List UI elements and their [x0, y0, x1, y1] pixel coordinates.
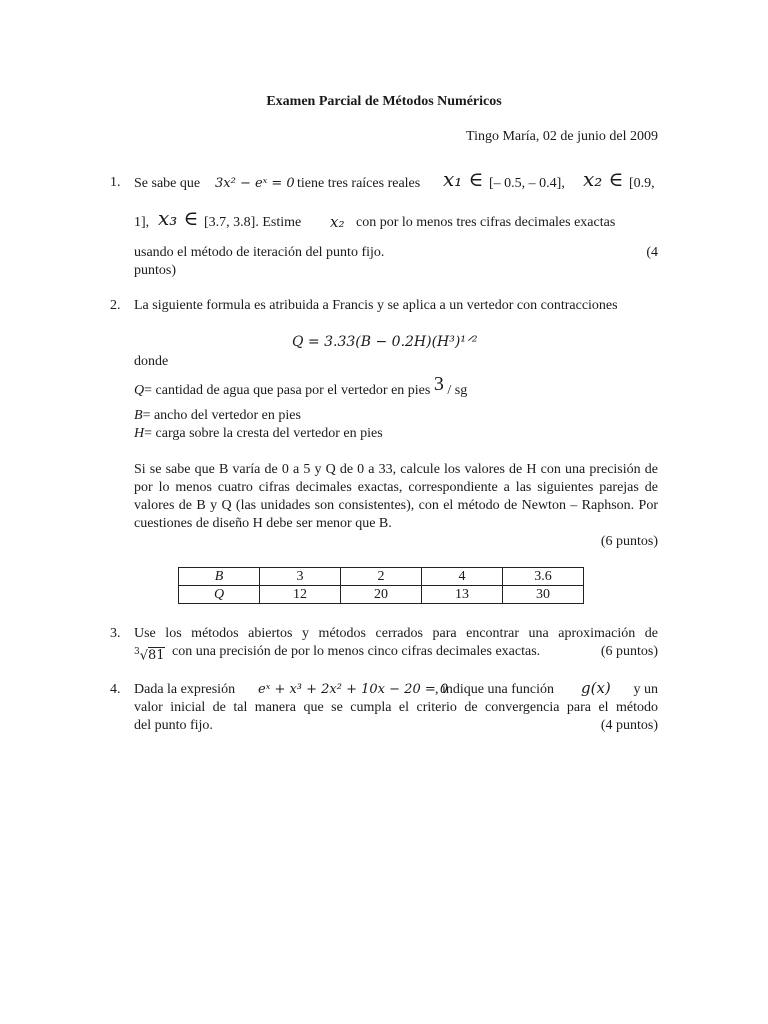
q2-def-q-exponent: 3 [433, 373, 444, 395]
table-cell: 2 [341, 568, 422, 586]
q2-def-b [134, 407, 301, 425]
q2-formula: Q = 3.33(B − 0.2H)(H³)¹ᐟ² [292, 334, 478, 350]
q1-points-b: puntos) [134, 263, 176, 278]
q4-text-3: y un [633, 682, 658, 697]
q3-radical-index: 3 [134, 647, 140, 657]
table-cell: 4 [422, 568, 503, 586]
q1-x2-small: x₂ [330, 213, 345, 231]
question-2 [110, 297, 658, 607]
q3-points: (6 puntos) [600, 644, 658, 659]
q1-text-1: Se sabe que [134, 176, 201, 191]
q4-equation: eˣ + x³ + 2x² + 10x − 20 = 0 [258, 682, 449, 697]
table-cell: 13 [422, 586, 503, 604]
q4-text-1: Dada la expresión [134, 682, 236, 697]
q2-paragraph: Si se sabe que B varía de 0 a 5 y Q de 0 a 33, calcule los valores de H con una precisión de por lo menos cuatro cifras decimales exactas, correspondiente a las siguientes parejas de valores de B y Q (las unidades son consistentes), con el método de Newton – Raphson. Por cuestiones de diseño H debe ser menor que B. [134, 462, 658, 531]
question-4 [110, 681, 658, 741]
q2-def-h [134, 425, 383, 443]
q2-def-q [134, 373, 468, 400]
q1-x3: x₃ ∈ [158, 206, 199, 230]
q2-data-table [178, 567, 584, 604]
table-row [179, 586, 584, 604]
table-cell: 3.6 [503, 568, 584, 586]
q2-def-q-unit: / sg [447, 383, 468, 398]
q2-def-q-var: Q [134, 383, 145, 398]
q4-points: (4 puntos) [600, 718, 658, 733]
question-2-number: 2. [110, 298, 121, 313]
question-3 [110, 625, 658, 665]
q2-intro: La siguiente formula es atribuida a Francis y se aplica a un vertedor con contracciones [134, 298, 618, 313]
table-cell: 20 [341, 586, 422, 604]
q1-points-a: (4 [646, 245, 658, 260]
table-cell: 3 [260, 568, 341, 586]
exam-title: Examen Parcial de Métodos Numéricos [266, 94, 502, 109]
table-cell: 12 [260, 586, 341, 604]
table-row [179, 568, 584, 586]
q4-text-4: valor inicial de tal manera que se cumpla el criterio de convergencia para el método [134, 700, 658, 715]
q1-text-4: con por lo menos tres cifras decimales exactas [356, 215, 616, 230]
q4-text-5: del punto fijo. [134, 718, 213, 733]
table-cell: Q [179, 586, 260, 604]
q1-equation: 3x² − eˣ = 0 [215, 176, 295, 191]
q1-text-5: usando el método de iteración del punto fijo. [134, 245, 385, 260]
exam-date: Tingo María, 02 de junio del 2009 [466, 129, 658, 144]
question-4-number: 4. [110, 682, 121, 697]
q1-text-3: [3.7, 3.8]. Estime [204, 215, 302, 230]
table-cell: B [179, 568, 260, 586]
question-1-number: 1. [110, 175, 121, 190]
q3-text-2: con una precisión de por lo menos cinco cifras decimales exactas. [172, 644, 541, 659]
question-1 [110, 167, 658, 284]
q4-function: g(x) [581, 679, 611, 697]
question-3-number: 3. [110, 626, 121, 641]
q4-text-2: , indique una función [435, 682, 554, 697]
q1-x2: x₂ ∈ [583, 167, 624, 191]
q1-interval-2b: 1], [134, 215, 150, 230]
q3-radical-value: 81 [148, 648, 165, 664]
q2-def-h-text: = carga sobre la cresta del vertedor en pies [144, 426, 383, 441]
q1-text-2: tiene tres raíces reales [297, 176, 421, 191]
q2-donde: donde [134, 354, 169, 369]
q1-x1: x₁ ∈ [443, 167, 484, 191]
q2-def-b-var: B [134, 408, 143, 423]
q2-def-q-text: = cantidad de agua que pasa por el vertedor en pies [144, 383, 431, 398]
q2-points: (6 puntos) [600, 534, 658, 549]
q1-interval-1: [– 0.5, – 0.4], [489, 176, 565, 191]
q2-def-b-text: = ancho del vertedor en pies [142, 408, 301, 423]
q2-def-h-var: H [134, 426, 145, 441]
table-cell: 30 [503, 586, 584, 604]
q3-radical: $^3$√81 [134, 647, 165, 664]
q1-interval-2a: [0.9, [629, 176, 655, 191]
q3-text-1: Use los métodos abiertos y métodos cerrados para encontrar una aproximación de [134, 626, 658, 641]
